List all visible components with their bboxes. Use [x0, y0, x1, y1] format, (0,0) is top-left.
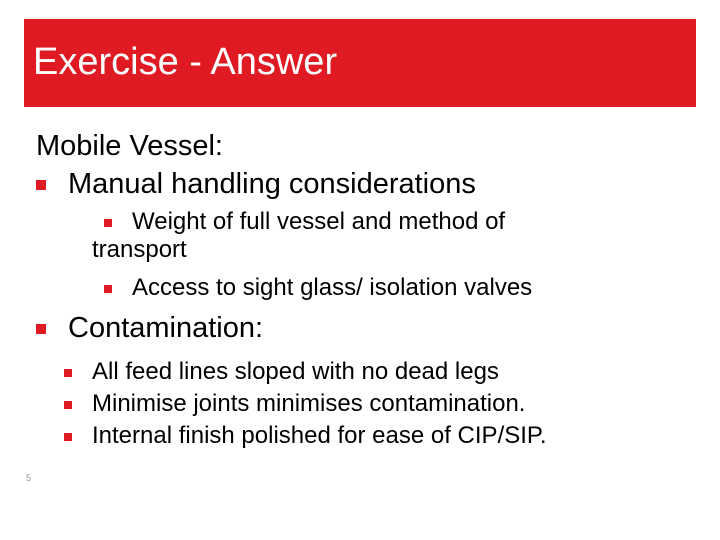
- bullet-square-icon: [104, 219, 112, 227]
- bullet-item-contamination: [36, 310, 696, 346]
- bullet-text: Contamination:: [68, 312, 264, 344]
- bullet-square-icon: [104, 285, 112, 293]
- sub-item-text-continued: transport: [92, 236, 187, 263]
- bullet-text: Manual handling considerations: [68, 168, 476, 200]
- slide-title: Exercise - Answer: [33, 41, 338, 83]
- bullet-item-manual-handling: [36, 166, 696, 202]
- sub-item-text: Minimise joints minimises contamination.: [92, 390, 526, 417]
- sub-item-feed-lines: [64, 358, 696, 386]
- heading-mobile-vessel: Mobile Vessel:: [36, 130, 223, 162]
- sub-item-text: Weight of full vessel and method of: [132, 208, 506, 235]
- bullet-square-icon: [36, 324, 46, 334]
- bullet-square-icon: [64, 433, 72, 441]
- sub-item-internal-finish: [64, 422, 696, 450]
- title-bar: [24, 19, 696, 107]
- slide-content: [36, 128, 696, 450]
- sub-item-text: Access to sight glass/ isolation valves: [132, 274, 533, 301]
- page-number: 5: [26, 473, 32, 483]
- sub-item-weight: [66, 208, 696, 264]
- bullet-square-icon: [36, 180, 46, 190]
- sub-item-text: Internal finish polished for ease of CIP/SIP.: [92, 422, 547, 449]
- sub-item-text: All feed lines sloped with no dead legs: [92, 358, 499, 385]
- bullet-square-icon: [64, 369, 72, 377]
- sub-item-joints: [64, 390, 696, 418]
- sub-item-access: [66, 274, 696, 302]
- bullet-square-icon: [64, 401, 72, 409]
